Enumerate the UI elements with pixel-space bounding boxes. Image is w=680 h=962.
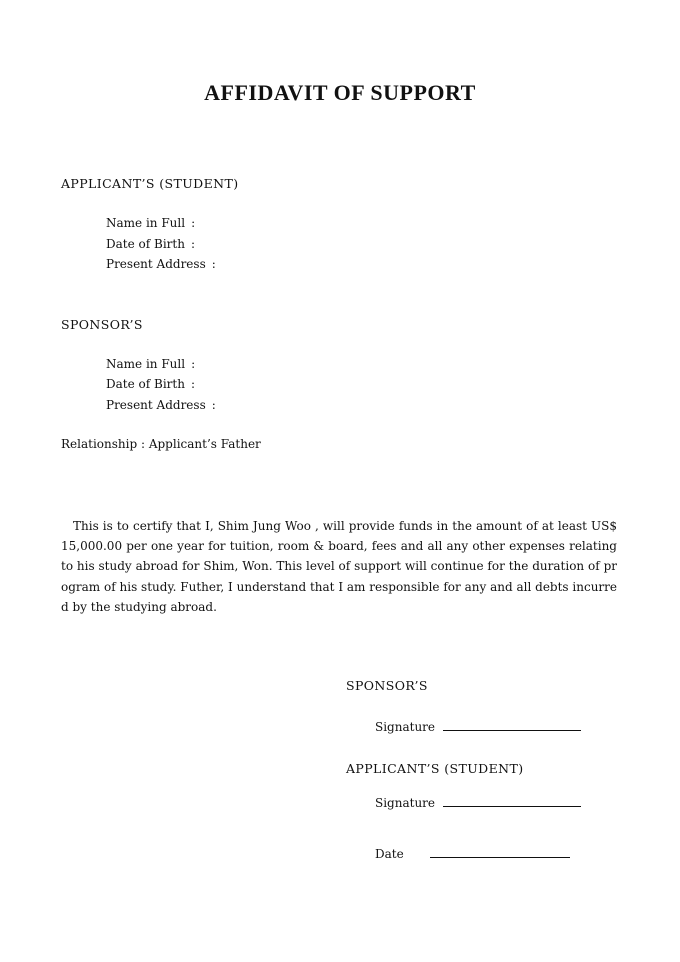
applicant-heading: APPLICANT’S (STUDENT) [61, 176, 239, 191]
sponsor-signature-line[interactable] [443, 729, 581, 731]
certification-paragraph: This is to certify that I, Shim Jung Woo , will provide funds in the amount of at least US$ 15,000.00 per one year for tuition, room & board, fees and all any other expenses relating to his study abroad for Shim, Won. This level of support will continue for the duration of program of his study. Futher, I understand that I am responsible for any and all debts incurred by the studying abroad. [61, 519, 617, 614]
document-title: AFFIDAVIT OF SUPPORT [204, 80, 476, 105]
sponsor-dob-row [106, 377, 195, 391]
sponsor-heading: SPONSOR’S [61, 317, 143, 332]
date-row [375, 847, 570, 861]
date-line[interactable] [430, 856, 570, 858]
sponsor-signature-label: Signature [375, 720, 436, 734]
applicant-signature-row [375, 796, 581, 810]
sponsor-dob-label: Date of Birth [106, 377, 185, 391]
sponsor-signature-heading: SPONSOR’S [346, 678, 428, 693]
applicant-dob-row [106, 237, 195, 251]
sponsor-name-label: Name in Full [106, 357, 186, 371]
applicant-name-row [106, 216, 195, 230]
applicant-dob-colon: : [190, 237, 195, 251]
sponsor-name-row [106, 357, 195, 371]
applicant-signature-label: Signature [375, 796, 436, 810]
applicant-name-label: Name in Full [106, 216, 186, 230]
applicant-address-row [106, 257, 216, 271]
sponsor-name-colon: : [191, 357, 196, 371]
applicant-name-colon: : [191, 216, 196, 230]
applicant-signature-heading: APPLICANT’S (STUDENT) [346, 761, 524, 776]
applicant-address-label: Present Address [106, 257, 206, 271]
sponsor-address-row [106, 398, 216, 412]
applicant-dob-label: Date of Birth [106, 237, 185, 251]
applicant-address-colon: : [211, 257, 216, 271]
sponsor-address-colon: : [211, 398, 216, 412]
applicant-signature-line[interactable] [443, 805, 581, 807]
sponsor-address-label: Present Address [106, 398, 206, 412]
date-label: Date [375, 847, 404, 861]
sponsor-dob-colon: : [190, 377, 195, 391]
relationship-line: Relationship : Applicant’s Father [61, 437, 261, 451]
sponsor-signature-row [375, 720, 581, 734]
